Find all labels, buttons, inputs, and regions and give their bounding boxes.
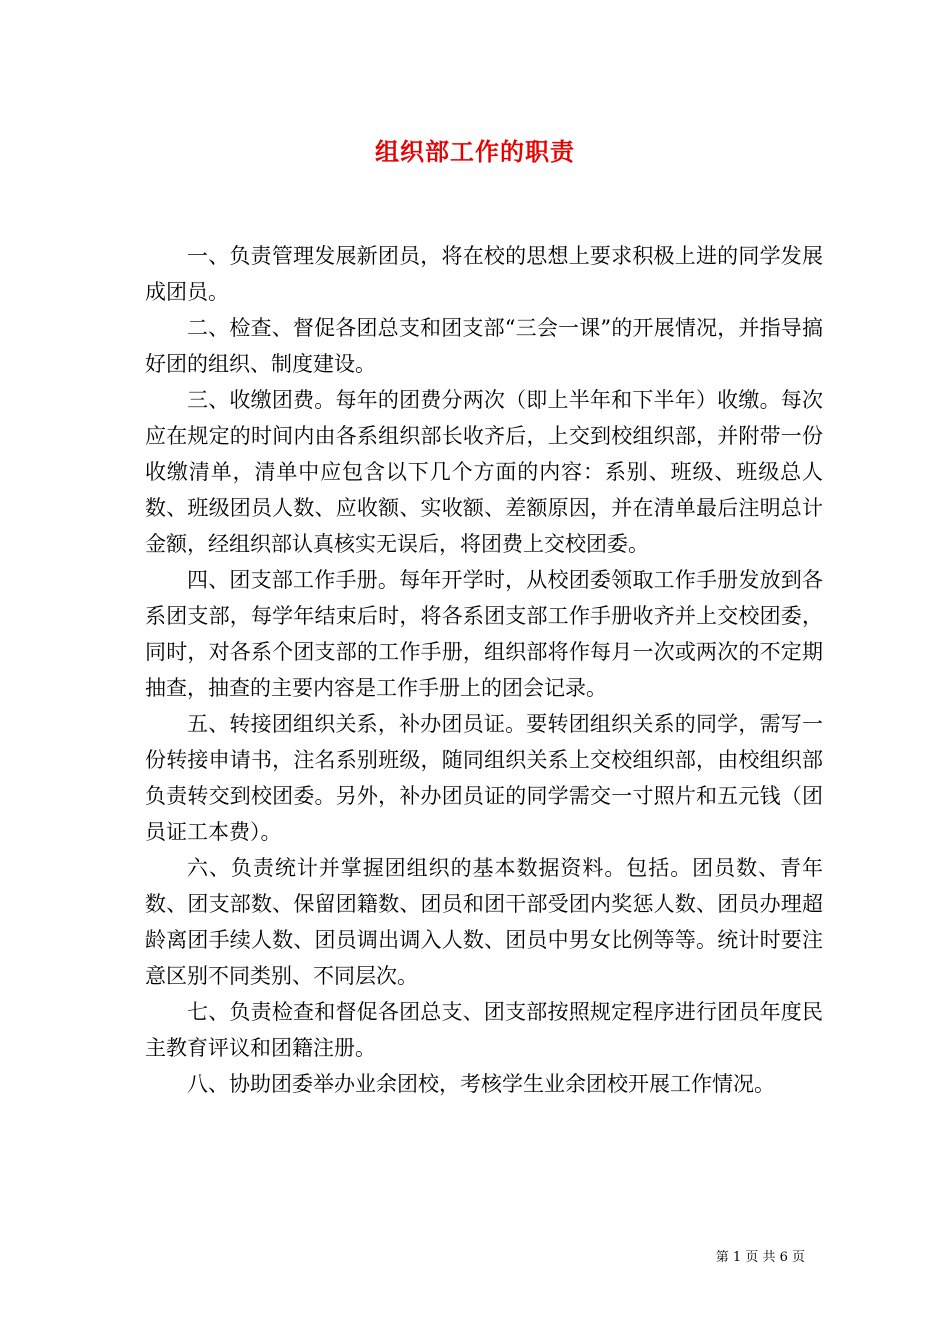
paragraph-8: 八、协助团委举办业余团校，考核学生业余团校开展工作情况。 — [187, 1072, 775, 1096]
paragraph-5: 五、转接团组织关系，补办团员证。要转团组织关系的同学，需写一份转接申请书，注名系别班级，随同组织关系上交校组织部，由校组织部负责转交到校团委。另外，补办团员证的同学需交一寸照片和五元钱（团员证工本费）。 — [145, 712, 823, 844]
paragraph-7: 七、负责检查和督促各团总支、团支部按照规定程序进行团员年度民主教育评议和团籍注册。 — [145, 1000, 823, 1060]
paragraph-4: 四、团支部工作手册。每年开学时，从校团委领取工作手册发放到各系团支部，每学年结束后时，将各系团支部工作手册收齐并上交校团委，同时，对各系个团支部的工作手册，组织部将作每月一次或两次的不定期抽查，抽查的主要内容是工作手册上的团会记录。 — [145, 568, 823, 700]
paragraph-6: 六、负责统计并掌握团组织的基本数据资料。包括。团员数、青年数、团支部数、保留团籍数、团员和团干部受团内奖惩人数、团员办理超龄离团手续人数、团员调出调入人数、团员中男女比例等等。统计时要注意区别不同类别、不同层次。 — [145, 856, 823, 988]
page-number: 第 1 页 共 6 页 — [715, 1250, 805, 1265]
document-body — [145, 238, 823, 1102]
paragraph-2: 二、检查、督促各团总支和团支部“三会一课”的开展情况，并指导搞好团的组织、制度建设。 — [145, 316, 823, 376]
paragraph-3: 三、收缴团费。每年的团费分两次（即上半年和下半年）收缴。每次应在规定的时间内由各系组织部长收齐后，上交到校组织部，并附带一份收缴清单，清单中应包含以下几个方面的内容：系别、班级、班级总人数、班级团员人数、应收额、实收额、差额原因，并在清单最后注明总计金额，经组织部认真核实无误后，将团费上交校团委。 — [145, 388, 823, 556]
document-title: 组织部工作的职责 — [375, 137, 575, 166]
paragraph-1: 一、负责管理发展新团员，将在校的思想上要求积极上进的同学发展成团员。 — [145, 244, 823, 304]
